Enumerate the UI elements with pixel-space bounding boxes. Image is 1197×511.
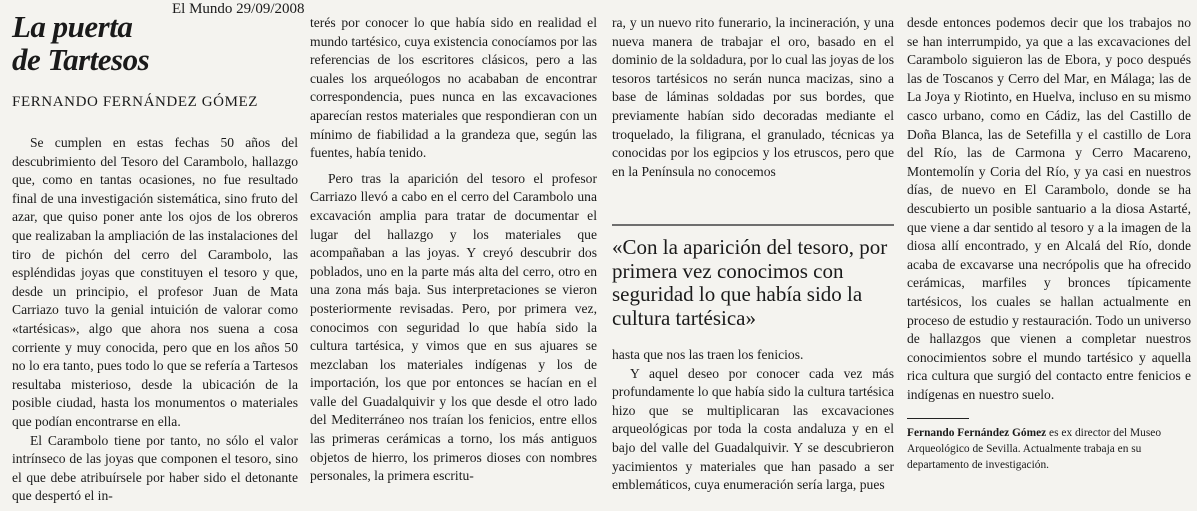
column-3-top <box>612 14 894 181</box>
paragraph: ra, y un nuevo rito funerario, la incineración, y una nueva manera de trabajar el oro, basado en el dominio de la soldadura, por lo cual las joyas de los tesoros tartésicos no serán nunca macizas, sino a base de láminas soldadas por sus bordes, que previamente habían sido decoradas mediante el troquelado, la filigrana, el granulado, técnicas ya conocidas por los egipcios y los etruscos, pero que en la Península no conocemos <box>612 15 895 179</box>
bio-divider <box>907 418 969 419</box>
title-line-2: de Tartesos <box>12 42 150 77</box>
paragraph: Y aquel deseo por conocer cada vez más profundamente lo que había sido la cultura tartésica hizo que se multiplicaran las excavaciones arqueológicas por toda la costa andaluza y en el bajo del valle del Guadalquivir. Y se descubrieron yacimientos y materiales que han pasado a ser emblemáticos, cuya enumeración sería larga, pues <box>612 365 894 493</box>
article-title <box>12 10 149 76</box>
paragraph: desde entonces podemos decir que los trabajos no se han interrumpido, ya que a las excavaciones del Carambolo siguieron las de Ebora, y poco después las de Toscanos y Cerro del Mar, en Málaga; las de La Joya y Riotinto, en Huelva, incluso en su mismo casco urbano, como en Cádiz, las del Castillo de Doña Blanca, las de Setefilla y el castillo de Lora del Río, las de Carmona y Cerro Macareno, Montemolín y Coria del Río, y ya casi en nuestros días, de nuevo en El Carambolo, donde se ha descubierto un posible santuario a la diosa Astarté, que viene a dar sentido al tesoro y a la imagen de la diosa allí encontrado, y en Alcalá del Río, donde acaba de excavarse una necrópolis que ha ofrecido cerámicas, marfiles y bronces típicamente tartésicos, los cuales se hallan actualmente en proceso de estudio y restauración. Todo un universo de hallazgos que vienen a completar nuestros conocimientos sobre el mundo tartésico y aquella rica cultura que surgió del contacto entre fenicios e indígenas en nuestro suelo. <box>907 15 1191 402</box>
paragraph: El Carambolo tiene por tanto, no sólo el valor intrínseco de las joyas que componen el tesoro, sino el que debe atribuírsele por haber sido el detonante que despertó el in- <box>12 432 298 504</box>
author-byline: FERNANDO FERNÁNDEZ GÓMEZ <box>12 94 259 110</box>
paragraph: terés por conocer lo que había sido en realidad el mundo tartésico, cuya existencia conocíamos por las referencias de los escritores clásicos, pero a las cuales los arqueólogos no acababan de encontrar correspondencia, pues nunca en las excavaciones aparecían restos materiales que respondieran con un mínimo de fiabilidad a la grandeza que, según las fuentes, había tenido. <box>310 15 597 161</box>
pull-quote <box>612 224 894 330</box>
column-1 <box>12 134 298 506</box>
quote-divider <box>612 224 894 226</box>
source-label: El Mundo 29/09/2008 <box>172 1 305 17</box>
paragraph: Se cumplen en estas fechas 50 años del descubrimiento del Tesoro del Carambolo, hallazgo que, como en tantas ocasiones, no fue resultado final de una investigación sistemática, sino fruto del azar, que quiso poner ante los ojos de los obreros que realizaban la ampliación de las instalaciones del tiro de pichón del cerro del Carambolo, las espléndidas joyas que constituyen el tesoro y que, desde un principio, el profesor Juan de Mata Carriazo tuvo la genial intuición de valorar como «tartésicas», algo que ahora nos suena a cosa corriente y muy conocida, pero que en los años 50 no lo era tanto, pues todo lo que se refería a Tartesos resultaba misterioso, desde la ubicación de la posible ciudad, hasta los monumentos o materiales que podían encontrarse en ella. <box>12 135 298 429</box>
column-3-bottom <box>612 346 894 495</box>
column-2 <box>310 14 597 486</box>
title-line-1: La puerta <box>12 9 133 44</box>
author-bio <box>907 425 1191 473</box>
bio-text: es ex director del Museo Arqueológico de Sevilla. Actualmente trabaja en su departamento de investigación. <box>907 427 1162 472</box>
paragraph: Pero tras la aparición del tesoro el profesor Carriazo llevó a cabo en el cerro del Carambolo una excavación amplia para tratar de documentar el lugar del hallazgo y los materiales que acompañaban a las joyas. Y creyó descubrir dos poblados, uno en la parte más alta del cerro, otro en una zona más baja. Sus interpretaciones se vieron posteriormente revisadas. Pero, por primera vez, conocimos con seguridad lo que había sido la cultura tartésica, y vimos que en sus ajuares se mezclaban los materiales indígenas y los de importación, los que por entonces se hacían en el valle del Guadalquivir y los que desde el otro lado del Mediterráneo nos traían los fenicios, entre ellos las primeras cerámicas a torno, los más antiguos objetos de hierro, los primeros dioses con nombres personales, la primera escritu- <box>310 170 597 484</box>
column-4 <box>907 14 1191 473</box>
bio-name: Fernando Fernández Gómez <box>907 427 1047 440</box>
paragraph: hasta que nos las traen los fenicios. <box>612 347 804 362</box>
pull-quote-text: «Con la aparición del tesoro, por primera vez conocimos con seguridad lo que había sido la cultura tartésica» <box>612 235 888 330</box>
